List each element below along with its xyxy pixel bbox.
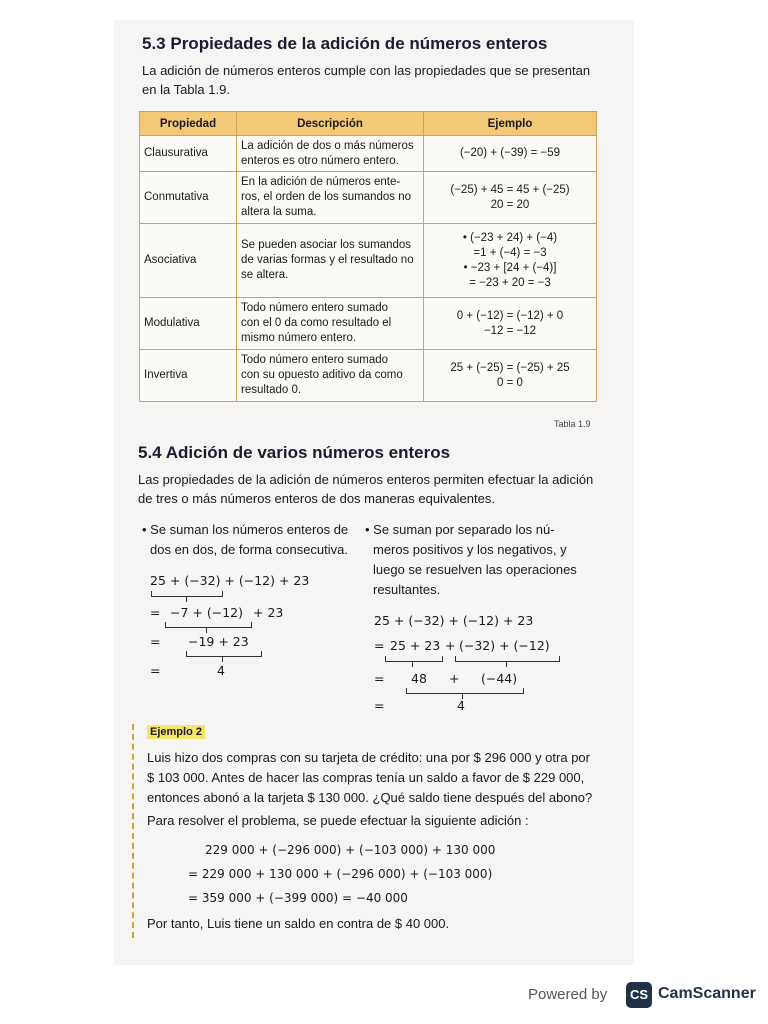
- right-bullet-line: • Se suman por separado los nú-: [365, 522, 555, 537]
- right-bullet-line: meros positivos y los negativos, y: [373, 542, 567, 557]
- example-line: 20 = 20: [490, 198, 530, 211]
- bracket: [385, 656, 443, 662]
- section-5-3-intro-line1: La adición de números enteros cumple con las propiedades que se presentan: [142, 63, 591, 78]
- left-math-line1: 25 + (−32) + (−12) + 23: [150, 573, 310, 588]
- example-line: (−20) + (−39) = −59: [459, 147, 561, 159]
- left-math-eq4: =: [150, 663, 161, 678]
- example-line: • −23 + [24 + (−4)]: [463, 261, 557, 274]
- right-bullet-line: luego se resuelven las operaciones: [373, 562, 577, 577]
- right-math-group-a: 25 + 23: [390, 638, 441, 653]
- powered-by-text: Powered by: [528, 986, 608, 1003]
- bracket-tick: [412, 661, 413, 667]
- property-description: [237, 350, 424, 402]
- desc-line: En la adición de números ente-: [241, 176, 401, 188]
- desc-line: altera la suma.: [241, 206, 317, 218]
- property-name: Invertiva: [140, 350, 237, 402]
- right-math-line1: 25 + (−32) + (−12) + 23: [374, 613, 534, 628]
- left-math-eq3: =: [150, 634, 161, 649]
- desc-line: resultado 0.: [241, 384, 302, 396]
- property-name: Modulativa: [140, 298, 237, 350]
- example-line: • (−23 + 24) + (−4): [462, 231, 558, 244]
- desc-line: Se pueden asociar los sumandos: [241, 239, 412, 251]
- section-5-3-intro-line2: en la Tabla 1.9.: [142, 82, 230, 97]
- section-5-4-title: 5.4 Adición de varios números enteros: [138, 443, 451, 462]
- header-descripcion: Descripción: [237, 112, 424, 136]
- section-5-4-intro-line2: de tres o más números enteros de dos maneras equivalentes.: [138, 491, 495, 506]
- table-row: [140, 172, 597, 224]
- desc-line: La adición de dos o más números: [241, 139, 414, 152]
- section-5-3-title: 5.3 Propiedades de la adición de números enteros: [142, 34, 548, 53]
- table-row: [140, 298, 597, 350]
- left-math-line2: −7 + (−12): [170, 605, 243, 620]
- example-tag: Ejemplo 2: [147, 725, 205, 739]
- properties-table: [139, 111, 597, 402]
- right-math-minus44: (−44): [481, 671, 518, 686]
- desc-line: mismo número entero.: [241, 332, 357, 344]
- desc-line: Todo número entero sumado: [241, 302, 389, 314]
- right-bullet-line: resultantes.: [373, 582, 441, 597]
- property-example: [424, 350, 597, 402]
- property-name: Asociativa: [140, 224, 237, 298]
- example-line: 0 + (−12) = (−12) + 0: [456, 309, 564, 322]
- table-row: [140, 224, 597, 298]
- example-line: −12 = −12: [483, 324, 537, 337]
- example-conclusion: Por tanto, Luis tiene un saldo en contra de $ 40 000.: [147, 916, 450, 931]
- desc-line: se altera.: [241, 269, 289, 281]
- left-math-result: 4: [217, 663, 225, 678]
- header-propiedad: Propiedad: [140, 112, 237, 136]
- example-text-line: Luis hizo dos compras con su tarjeta de crédito: una por $ 296 000 y otra por: [147, 750, 590, 765]
- desc-line: ros, el orden de los sumandos no: [241, 191, 412, 203]
- example-line: 0 = 0: [497, 376, 523, 389]
- right-math-48: 48: [411, 671, 427, 686]
- camscanner-logo-icon: CS: [626, 982, 652, 1008]
- example-text-line: entonces abonó a la tarjeta $ 130 000. ¿Qué saldo tiene después del abono?: [147, 790, 593, 805]
- table-row: [140, 136, 597, 172]
- right-math-plus: +: [445, 638, 456, 653]
- right-math-eq2: =: [374, 638, 385, 653]
- right-math-eq4: =: [374, 698, 385, 713]
- example-math-line3: = 359 000 + (−399 000) = −40 000: [188, 891, 408, 905]
- property-name: Conmutativa: [140, 172, 237, 224]
- property-description: [237, 224, 424, 298]
- left-math-line3: −19 + 23: [188, 634, 249, 649]
- bracket: [165, 622, 252, 628]
- camscanner-brand: CamScanner: [658, 985, 756, 1002]
- property-description: [237, 136, 424, 172]
- left-bullet-line: dos en dos, de forma consecutiva.: [150, 542, 349, 557]
- desc-line: con el 0 da como resultado el: [241, 317, 392, 329]
- desc-line: enteros es otro número entero.: [241, 154, 399, 167]
- bracket-tick: [186, 596, 187, 602]
- left-math-line2-tail: + 23: [253, 605, 284, 620]
- header-ejemplo: Ejemplo: [424, 112, 597, 136]
- property-example: [424, 172, 597, 224]
- example-math-line2: = 229 000 + 130 000 + (−296 000) + (−103 000): [188, 867, 493, 881]
- left-method-text: [142, 520, 357, 560]
- example-line: 25 + (−25) = (−25) + 25: [450, 361, 570, 374]
- example-text-line: $ 103 000. Antes de hacer las compras tenía un saldo a favor de $ 229 000,: [147, 770, 585, 785]
- right-math-group-b: (−32) + (−12): [459, 638, 550, 653]
- property-description: [237, 298, 424, 350]
- table-caption: Tabla 1.9: [554, 419, 591, 429]
- section-5-4-intro-line1: Las propiedades de la adición de números enteros permiten efectuar la adición: [138, 472, 594, 487]
- right-math-result: 4: [457, 698, 465, 713]
- property-name: Clausurativa: [140, 136, 237, 172]
- table-row: [140, 350, 597, 402]
- property-example: [424, 298, 597, 350]
- example-line: = −23 + 20 = −3: [469, 276, 551, 289]
- desc-line: Todo número entero sumado: [241, 354, 389, 366]
- right-math-plus2: +: [449, 671, 460, 686]
- example-math-line1: 229 000 + (−296 000) + (−103 000) + 130 000: [205, 843, 496, 857]
- desc-line: de varias formas y el resultado no: [241, 254, 414, 266]
- table-header-row: [140, 112, 597, 136]
- bracket: [406, 688, 524, 694]
- desc-line: con su opuesto aditivo da como: [241, 369, 403, 381]
- example-line: =1 + (−4) = −3: [473, 246, 547, 259]
- example-text-line: Para resolver el problema, se puede efectuar la siguiente adición :: [147, 813, 529, 828]
- property-example: [424, 224, 597, 298]
- bracket-tick: [506, 661, 507, 667]
- bracket: [186, 651, 262, 657]
- property-description: [237, 172, 424, 224]
- left-math-eq2: =: [150, 605, 161, 620]
- example-line: (−25) + 45 = 45 + (−25): [450, 183, 570, 196]
- bracket: [455, 656, 560, 662]
- left-bullet-line: • Se suman los números enteros de: [142, 522, 349, 537]
- property-example: [424, 136, 597, 172]
- right-math-eq3: =: [374, 671, 385, 686]
- right-method-text: [365, 520, 595, 600]
